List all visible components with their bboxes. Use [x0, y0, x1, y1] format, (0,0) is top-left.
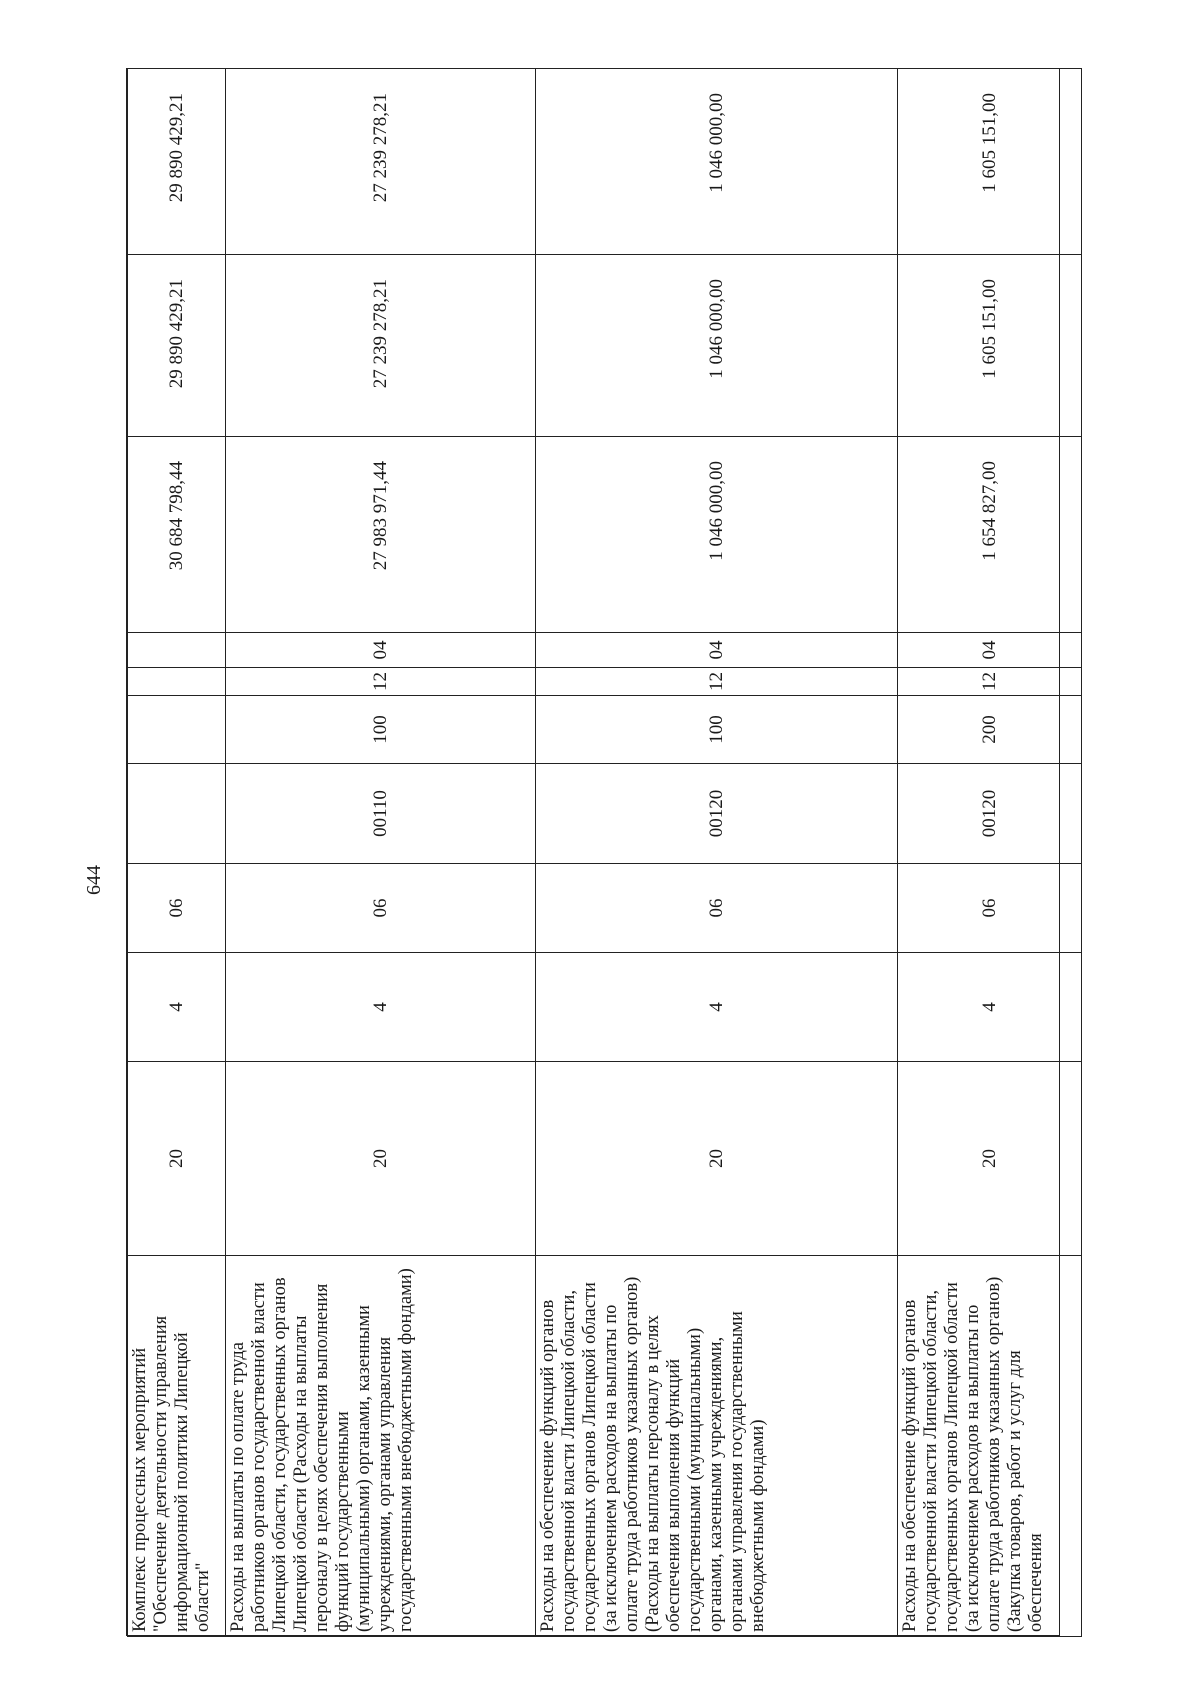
page-number: 644 [83, 865, 105, 895]
table-row [898, 69, 1082, 1637]
cell-c2: 4 [536, 953, 898, 1062]
cell-c4 [128, 764, 226, 864]
cell-c1: 20 [226, 1062, 536, 1256]
budget-table [127, 68, 1082, 1637]
cell-c7 [128, 633, 226, 668]
cell-c3: 06 [226, 864, 536, 953]
cell-value-2: 1 605 151,00 [898, 255, 1082, 437]
cell-c4: 00110 [226, 764, 536, 864]
cell-value-3: 29 890 429,21 [128, 69, 226, 255]
table-row [536, 69, 898, 1637]
rotated-table-container [127, 69, 1061, 1637]
row-name: Расходы на выплаты по оплате труда работников органов государственной власти Липецкой области, государственных органов Липецкой области (Расходы на выплаты персоналу в целях обеспечения выполнения функций государственными (муниципальными) органами, казенными учреждениями, органами управления государственными внебюджетными фондами) [226, 1256, 536, 1637]
cell-c7: 04 [536, 633, 898, 668]
cell-value-3: 27 239 278,21 [226, 69, 536, 255]
row-name: Расходы на обеспечение функций органов государственной власти Липецкой области, государственных органов Липецкой области (за исключением расходов на выплаты по оплате труда работников указанных органов) (Закупка товаров, работ и услуг для обеспечения [898, 1256, 1082, 1637]
cell-c2: 4 [226, 953, 536, 1062]
cell-c1: 20 [898, 1062, 1082, 1256]
row-name: Комплекс процессных мероприятий "Обеспечение деятельности управления информационной политики Липецкой области" [128, 1256, 226, 1637]
cell-c3: 06 [128, 864, 226, 953]
budget-table-frame [126, 68, 1060, 1636]
table-row [226, 69, 536, 1637]
cell-value-1: 30 684 798,44 [128, 437, 226, 633]
cell-c7: 04 [226, 633, 536, 668]
cell-c6: 12 [226, 668, 536, 696]
cell-c5: 100 [536, 696, 898, 764]
cell-c6: 12 [898, 668, 1082, 696]
cell-c5: 100 [226, 696, 536, 764]
row-name: Расходы на обеспечение функций органов государственной власти Липецкой области, государственных органов Липецкой области (за исключением расходов на выплаты по оплате труда работников указанных органов) (Расходы на выплаты персоналу в целях обеспечения выполнения функций государственными (муниципальными) органами, казенными учреждениями, органами управления государственными внебюджетными фондами) [536, 1256, 898, 1637]
cell-c5 [128, 696, 226, 764]
cell-c7: 04 [898, 633, 1082, 668]
cell-c1: 20 [536, 1062, 898, 1256]
cell-value-2: 29 890 429,21 [128, 255, 226, 437]
cell-c6 [128, 668, 226, 696]
cell-c4: 00120 [536, 764, 898, 864]
cell-value-1: 27 983 971,44 [226, 437, 536, 633]
cell-c2: 4 [128, 953, 226, 1062]
cell-c1: 20 [128, 1062, 226, 1256]
cell-value-2: 1 046 000,00 [536, 255, 898, 437]
cell-value-3: 1 046 000,00 [536, 69, 898, 255]
cell-c4: 00120 [898, 764, 1082, 864]
cell-value-2: 27 239 278,21 [226, 255, 536, 437]
cell-c6: 12 [536, 668, 898, 696]
cell-value-1: 1 654 827,00 [898, 437, 1082, 633]
cell-value-3: 1 605 151,00 [898, 69, 1082, 255]
cell-c3: 06 [898, 864, 1082, 953]
cell-c2: 4 [898, 953, 1082, 1062]
table-row [128, 69, 226, 1637]
cell-value-1: 1 046 000,00 [536, 437, 898, 633]
cell-c5: 200 [898, 696, 1082, 764]
cell-c3: 06 [536, 864, 898, 953]
